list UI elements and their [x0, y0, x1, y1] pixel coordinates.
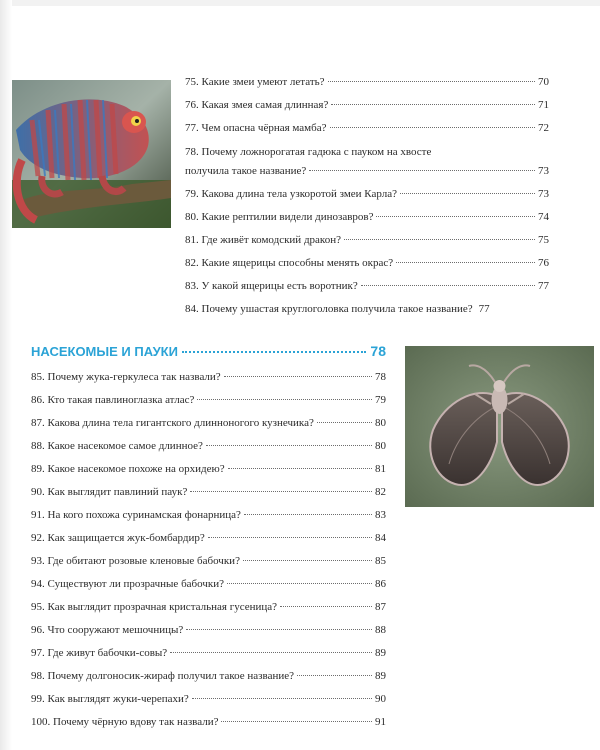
entry-page-number: 87 — [375, 601, 386, 613]
toc-entry[interactable] — [31, 624, 386, 637]
entry-page-number: 72 — [538, 122, 549, 134]
entry-page-number: 73 — [538, 165, 549, 177]
toc-entry[interactable] — [185, 122, 549, 135]
leader-dots — [309, 170, 535, 171]
leader-dots — [224, 376, 372, 377]
entry-title: 84. Почему ушастая круглоголовка получила такое название? — [185, 303, 473, 315]
toc-entry[interactable] — [31, 509, 386, 522]
toc-entry[interactable] — [185, 280, 549, 293]
entry-title: получила такое название? — [185, 165, 307, 177]
entry-title: 85. Почему жука-геркулеса так назвали? — [31, 371, 221, 383]
page-binding-shadow — [0, 0, 12, 750]
entry-title: 96. Что сооружают мешочницы? — [31, 624, 184, 636]
entry-title: 75. Какие змеи умеют летать? — [185, 76, 325, 88]
leader-dots — [228, 468, 372, 469]
leader-dots — [280, 606, 372, 607]
toc-entry[interactable] — [185, 303, 549, 316]
leader-dots — [331, 104, 535, 105]
chameleon-photo — [12, 80, 171, 228]
toc-entry[interactable] — [31, 555, 386, 568]
entry-page-number: 85 — [375, 555, 386, 567]
entry-title: 89. Какое насекомое похоже на орхидею? — [31, 463, 225, 475]
entry-page-number: 88 — [375, 624, 386, 636]
toc-entry[interactable] — [31, 417, 386, 430]
entry-page-number: 80 — [375, 440, 386, 452]
entry-title: 87. Какова длина тела гигантского длинноногого кузнечика? — [31, 417, 314, 429]
entry-page-number: 77 — [538, 280, 549, 292]
leader-dots — [317, 422, 372, 423]
entry-title: 83. У какой ящерицы есть воротник? — [185, 280, 358, 292]
heading-leader-dots — [182, 351, 366, 353]
toc-entry[interactable] — [31, 486, 386, 499]
toc-entry[interactable] — [185, 165, 549, 178]
leader-dots — [208, 537, 372, 538]
entry-title: 90. Как выглядит павлиний паук? — [31, 486, 188, 498]
entry-page-number: 78 — [375, 371, 386, 383]
toc-entry[interactable] — [31, 394, 386, 407]
entry-title: 99. Как выглядят жуки-черепахи? — [31, 693, 189, 705]
leader-dots — [170, 652, 372, 653]
toc-entry[interactable] — [185, 76, 549, 89]
section-heading-insects[interactable] — [31, 343, 386, 360]
entry-title: 79. Какова длина тела узкоротой змеи Карла? — [185, 188, 397, 200]
moth-photo — [405, 346, 594, 507]
leader-dots — [227, 583, 372, 584]
toc-entry[interactable] — [185, 234, 549, 247]
leader-dots — [244, 514, 372, 515]
entry-title: 77. Чем опасна чёрная мамба? — [185, 122, 327, 134]
entry-page-number: 83 — [375, 509, 386, 521]
entry-page-number: 81 — [375, 463, 386, 475]
entry-page-number: 89 — [375, 670, 386, 682]
toc-entry[interactable] — [31, 578, 386, 591]
entry-title: 94. Существуют ли прозрачные бабочки? — [31, 578, 225, 590]
section-page-number: 78 — [370, 343, 386, 359]
toc-entry[interactable] — [185, 211, 549, 224]
leader-dots — [396, 262, 535, 263]
entry-page-number: 86 — [375, 578, 386, 590]
entry-title: 82. Какие ящерицы способны менять окрас? — [185, 257, 394, 269]
section-title: НАСЕКОМЫЕ И ПАУКИ — [31, 344, 178, 359]
entry-page-number: 75 — [538, 234, 549, 246]
leader-dots — [192, 698, 372, 699]
toc-entry[interactable] — [31, 693, 386, 706]
toc-entry[interactable] — [31, 601, 386, 614]
toc-entry[interactable] — [31, 463, 386, 476]
entry-title: 98. Почему долгоносик-жираф получил такое название? — [31, 670, 294, 682]
entry-title: 100. Почему чёрную вдову так назвали? — [31, 716, 219, 728]
entry-title: 80. Какие рептилии видели динозавров? — [185, 211, 374, 223]
entry-page-number: 74 — [538, 211, 549, 223]
leader-dots — [206, 445, 372, 446]
leader-dots — [344, 239, 535, 240]
toc-entry[interactable] — [185, 99, 549, 112]
entry-title: 86. Кто такая павлиноглазка атлас? — [31, 394, 195, 406]
toc-entry[interactable] — [31, 647, 386, 660]
leader-dots — [186, 629, 372, 630]
entry-page-number: 77 — [478, 303, 490, 315]
toc-entry[interactable] — [31, 371, 386, 384]
entry-page-number: 89 — [375, 647, 386, 659]
entry-page-number: 91 — [375, 716, 386, 728]
leader-dots — [361, 285, 535, 286]
entry-page-number: 84 — [375, 532, 386, 544]
entry-page-number: 71 — [538, 99, 549, 111]
toc-entry[interactable] — [31, 716, 386, 729]
entry-title: 81. Где живёт комодский дракон? — [185, 234, 341, 246]
leader-dots — [297, 675, 372, 676]
page-top-edge — [0, 0, 600, 6]
entry-title: 88. Какое насекомое самое длинное? — [31, 440, 203, 452]
entry-title: 97. Где живут бабочки-совы? — [31, 647, 168, 659]
entry-title-line1[interactable]: 78. Почему ложнорогатая гадюка с пауком на хвосте — [185, 146, 432, 158]
entry-title: 93. Где обитают розовые кленовые бабочки? — [31, 555, 240, 567]
entry-title: 76. Какая змея самая длинная? — [185, 99, 329, 111]
entry-page-number: 79 — [375, 394, 386, 406]
entry-page-number: 80 — [375, 417, 386, 429]
entry-page-number: 70 — [538, 76, 549, 88]
leader-dots — [328, 81, 535, 82]
entry-title: 91. На кого похожа суринамская фонарница? — [31, 509, 241, 521]
entry-page-number: 73 — [538, 188, 549, 200]
leader-dots — [221, 721, 372, 722]
leader-dots — [197, 399, 372, 400]
entry-page-number: 90 — [375, 693, 386, 705]
toc-entry[interactable] — [31, 440, 386, 453]
toc-entry[interactable] — [31, 532, 386, 545]
toc-entry[interactable] — [31, 670, 386, 683]
entry-page-number: 76 — [538, 257, 549, 269]
toc-entry[interactable] — [185, 257, 549, 270]
toc-entry[interactable] — [185, 188, 549, 201]
leader-dots — [243, 560, 372, 561]
leader-dots — [190, 491, 372, 492]
leader-dots — [330, 127, 536, 128]
entry-page-number: 82 — [375, 486, 386, 498]
entry-title: 92. Как защищается жук-бомбардир? — [31, 532, 205, 544]
leader-dots — [376, 216, 535, 217]
leader-dots — [400, 193, 535, 194]
entry-title: 95. Как выглядит прозрачная кристальная гусеница? — [31, 601, 278, 613]
